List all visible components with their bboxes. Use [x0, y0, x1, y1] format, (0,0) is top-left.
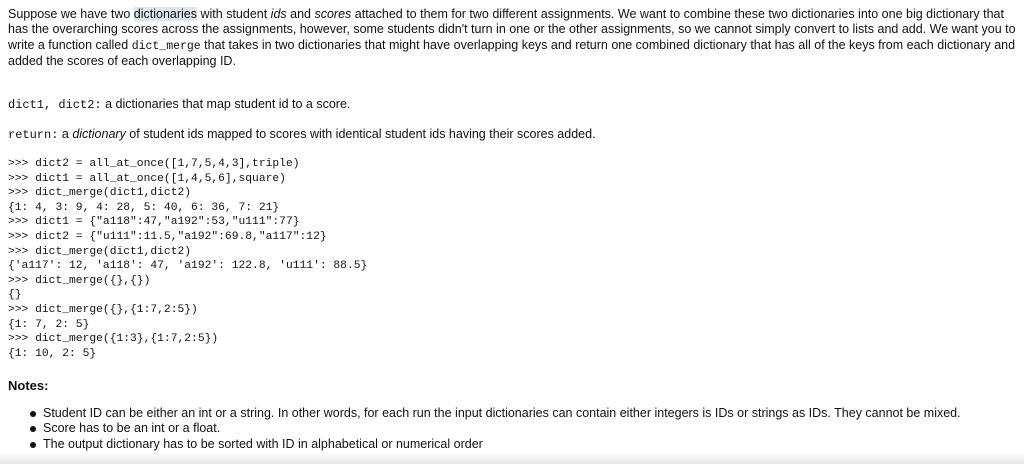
note-item: Student ID can be either an int or a string. In other words, for each run the input dictionaries can contain either integers is IDs or strings as IDs. They cannot be mixed. [26, 406, 961, 421]
return-text: of student ids mapped to scores with identical student ids having their scores added. [125, 127, 596, 141]
code-line: >>> dict_merge({},{}) [8, 274, 151, 287]
highlighted-word: dictionaries [133, 7, 198, 21]
examples-code-block [8, 157, 367, 361]
code-line: >>> dict2 = {"u111":11.5,"a192":69.8,"a117":12} [8, 230, 327, 243]
notes-heading: Notes: [8, 378, 49, 393]
code-line: >>> dict1 = all_at_once([1,4,5,6],square) [8, 172, 286, 185]
return-line [8, 127, 596, 142]
params-code: dict1, dict2: [8, 98, 102, 112]
params-line [8, 97, 350, 112]
code-line: {} [8, 289, 22, 302]
return-text: a [58, 127, 73, 141]
note-item: The output dictionary has to be sorted with ID in alphabetical or numerical order [26, 437, 961, 452]
code-line: >>> dict1 = {"a118":47,"a192":53,"u111":77} [8, 216, 300, 229]
return-code: return: [8, 128, 59, 142]
params-text: a dictionaries that map student id to a score. [101, 97, 351, 111]
code-line: >>> dict_merge({},{1:7,2:5}) [8, 303, 198, 316]
code-line: {1: 10, 2: 5} [8, 347, 97, 360]
intro-text: with student [197, 7, 271, 21]
scores-term: scores [314, 7, 352, 21]
intro-text: and [286, 7, 315, 21]
code-line: >>> dict_merge(dict1,dict2) [8, 187, 192, 200]
code-line: >>> dict2 = all_at_once([1,7,5,4,3],triple) [8, 158, 300, 170]
note-item: Score has to be an int or a float. [26, 421, 961, 436]
code-line: {'a117': 12, 'a118': 47, 'a192': 122.8, 'u111': 88.5} [8, 260, 368, 273]
problem-description [8, 7, 1018, 69]
ids-term: ids [270, 7, 287, 21]
notes-list [26, 406, 961, 452]
intro-text: attached to them for two different assignments. We want to combine these two dictionaries into one big dictionary that has the overarching scores across the assignments, however, some students didn't turn in one or the other assignments, so we cannot simply convert to lists and add. We want you to write a function called [8, 7, 1016, 52]
code-line: {1: 7, 2: 5} [8, 318, 90, 331]
intro-text: that takes in two dictionaries that might have overlapping keys and return one combined dictionary that has all of the keys from each dictionary and added the scores of each overlapping ID. [8, 37, 1016, 68]
function-name: dict_merge [131, 39, 201, 53]
code-line: >>> dict_merge({1:3},{1:7,2:5}) [8, 333, 219, 346]
code-line: >>> dict_merge(dict1,dict2) [8, 245, 192, 258]
bottom-shadow [0, 452, 1024, 464]
code-line: {1: 4, 3: 9, 4: 28, 5: 40, 6: 36, 7: 21} [8, 201, 280, 214]
intro-text: Suppose we have two [8, 7, 134, 21]
return-type: dictionary [72, 127, 126, 141]
